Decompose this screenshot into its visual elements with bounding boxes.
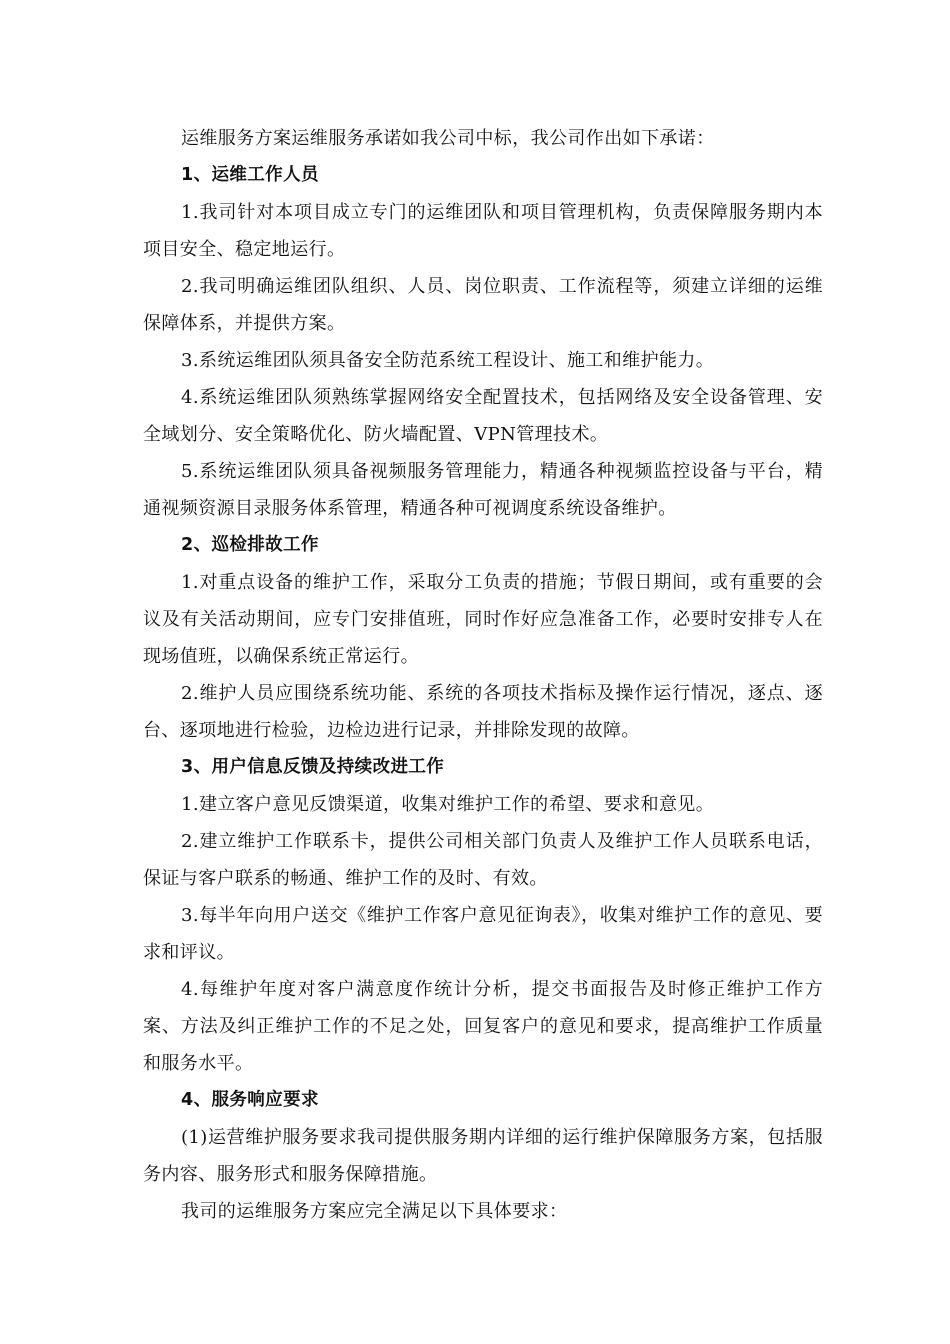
paragraph: 3.每半年向用户送交《维护工作客户意见征询表》，收集对维护工作的意见、要求和评议。 (143, 905, 823, 963)
section-heading-1: 1、运维工作人员 (181, 165, 319, 185)
paragraph: 1.我司针对本项目成立专门的运维团队和项目管理机构，负责保障服务期内本项目安全、稳定地运行。 (143, 202, 823, 260)
section-heading-2: 2、巡检排故工作 (181, 535, 319, 555)
paragraph: 2.维护人员应围绕系统功能、系统的各项技术指标及操作运行情况，逐点、逐台、逐项地进行检验，边检边进行记录，并排除发现的故障。 (143, 683, 823, 741)
document-body (143, 120, 823, 1230)
paragraph: 2.我司明确运维团队组织、人员、岗位职责、工作流程等，须建立详细的运维保障体系，并提供方案。 (143, 276, 823, 334)
paragraph: 4.每维护年度对客户满意度作统计分析，提交书面报告及时修正维护工作方案、方法及纠正维护工作的不足之处，回复客户的意见和要求，提高维护工作质量和服务水平。 (143, 979, 823, 1074)
paragraph: 1.对重点设备的维护工作，采取分工负责的措施；节假日期间，或有重要的会议及有关活动期间，应专门安排值班，同时作好应急准备工作，必要时安排专人在现场值班，以确保系统正常运行。 (143, 572, 823, 667)
intro-paragraph: 运维服务方案运维服务承诺如我公司中标，我公司作出如下承诺： (181, 128, 715, 149)
paragraph: 4.系统运维团队须熟练掌握网络安全配置技术，包括网络及安全设备管理、安全域划分、安全策略优化、防火墙配置、VPN管理技术。 (143, 387, 823, 445)
paragraph: 5.系统运维团队须具备视频服务管理能力，精通各种视频监控设备与平台，精通视频资源目录服务体系管理，精通各种可视调度系统设备维护。 (143, 461, 823, 519)
section-heading-4: 4、服务响应要求 (181, 1090, 319, 1110)
paragraph: (1)运营维护服务要求我司提供服务期内详细的运行维护保障服务方案，包括服务内容、服务形式和服务保障措施。 (143, 1127, 823, 1185)
paragraph: 我司的运维服务方案应完全满足以下具体要求： (181, 1201, 568, 1222)
section-heading-3: 3、用户信息反馈及持续改进工作 (181, 757, 445, 777)
paragraph: 2.建立维护工作联系卡，提供公司相关部门负责人及维护工作人员联系电话，保证与客户联系的畅通、维护工作的及时、有效。 (143, 831, 823, 889)
paragraph: 1.建立客户意见反馈渠道，收集对维护工作的希望、要求和意见。 (181, 794, 715, 815)
paragraph: 3.系统运维团队须具备安全防范系统工程设计、施工和维护能力。 (181, 350, 715, 371)
